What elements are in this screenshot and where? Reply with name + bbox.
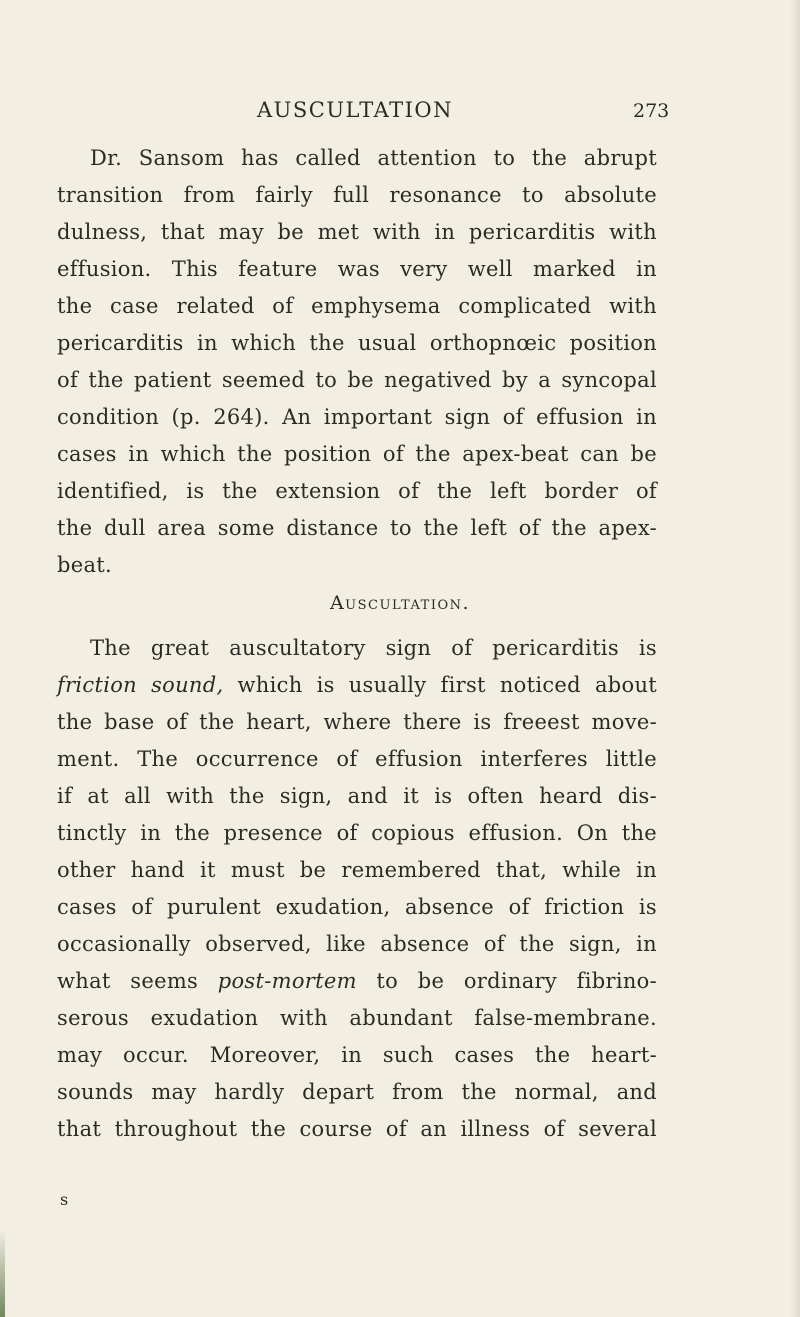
text-line: the case related of emphysema complicated with [57,294,657,318]
text-run: which is usually first noticed about [223,673,658,697]
text-line: may occur. Moreover, in such cases the heart- [57,1043,657,1067]
text-line: occasionally observed, like absence of the sign, in [57,932,657,956]
text-line: beat. [57,553,113,577]
section-heading: Auscultation. [329,592,471,614]
text-line: serous exudation with abundant false-membrane. [57,1006,657,1030]
text-line: effusion. This feature was very well marked in [57,257,657,281]
italic-term: post-mortem [217,969,357,993]
text-line [57,967,657,995]
text-line: other hand it must be remembered that, while in [57,858,657,882]
text-line: dulness, that may be met with in pericarditis with [57,220,657,244]
text-line: cases of purulent exudation, absence of friction is [57,895,657,919]
text-run: to be ordinary fibrino- [356,969,657,993]
running-head: AUSCULTATION [257,98,454,122]
italic-term: friction sound, [57,673,224,697]
text-line: of the patient seemed to be negatived by a syncopal [57,368,657,392]
text-line: Dr. Sansom has called attention to the abrupt [90,146,657,170]
text-run: what seems [57,969,218,993]
text-line: the dull area some distance to the left of the apex- [57,516,657,540]
text-line: identified, is the extension of the left border of [57,479,657,503]
text-line: pericarditis in which the usual orthopnœic position [57,331,657,355]
text-line: the base of the heart, where there is freeest move- [57,710,657,734]
binding-edge-mark [0,1230,5,1317]
text-line: The great auscultatory sign of pericarditis is [90,636,657,660]
text-line: transition from fairly full resonance to absolute [57,183,657,207]
text-line: if at all with the sign, and it is often heard dis- [57,784,657,808]
text-line [57,671,657,699]
text-line: that throughout the course of an illness of several [57,1117,657,1141]
text-line: tinctly in the presence of copious effusion. On the [57,821,657,845]
text-line: cases in which the position of the apex-beat can be [57,442,657,466]
text-line: condition (p. 264). An important sign of effusion in [57,405,657,429]
signature-mark: s [60,1190,69,1209]
page-edge-shadow [790,0,800,1317]
page-number: 273 [633,100,670,122]
text-line: sounds may hardly depart from the normal, and [57,1080,657,1104]
text-line: ment. The occurrence of effusion interferes little [57,747,657,771]
